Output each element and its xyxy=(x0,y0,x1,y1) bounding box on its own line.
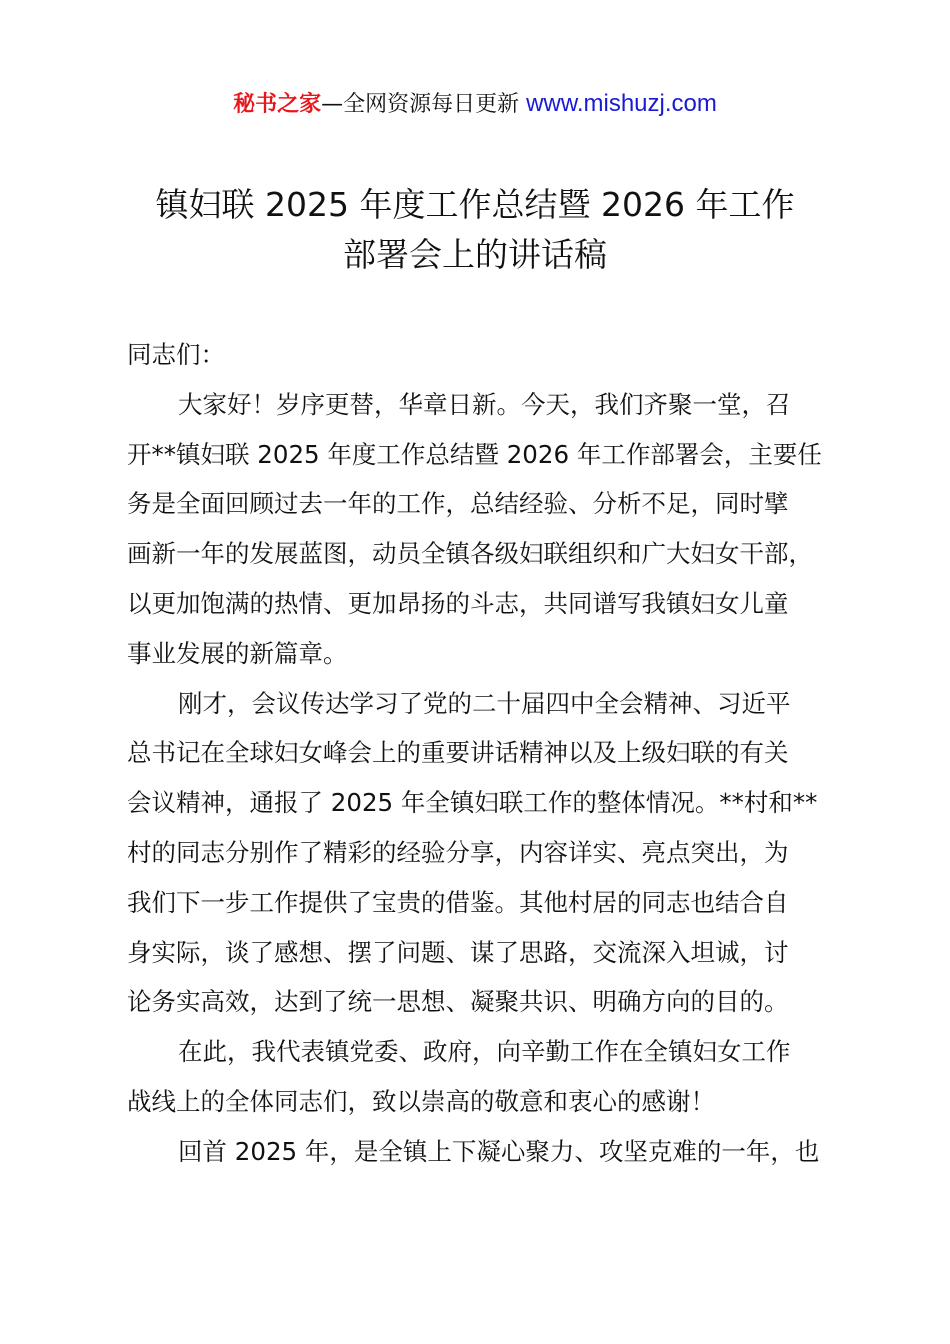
paragraph-line: 村的同志分别作了精彩的经验分享，内容详实、亮点突出，为 xyxy=(127,837,789,867)
salutation: 同志们： xyxy=(127,340,225,369)
paragraph xyxy=(127,1027,857,1127)
title-line-2: 部署会上的讲话稿 xyxy=(343,235,607,274)
paragraph xyxy=(127,380,857,679)
paragraph-line: 画新一年的发展蓝图，动员全镇各级妇联组织和广大妇女干部， xyxy=(127,539,813,569)
document-title xyxy=(0,180,950,280)
paragraph-line: 大家好！岁序更替，华章日新。今天，我们齐聚一堂，召 xyxy=(178,389,791,419)
paragraph-line: 总书记在全球妇女峰会上的重要讲话精神以及上级妇联的有关 xyxy=(127,738,789,768)
paragraph-line: 以更加饱满的热情、更加昂扬的斗志，共同谱写我镇妇女儿童 xyxy=(127,588,789,618)
paragraph-line: 在此，我代表镇党委、政府，向辛勤工作在全镇妇女工作 xyxy=(178,1037,791,1067)
paragraph-line: 战线上的全体同志们，致以崇高的敬意和衷心的感谢！ xyxy=(127,1086,715,1116)
site-url-link[interactable]: www.mishuzj.com xyxy=(526,90,717,117)
paragraph-line: 开**镇妇联 2025 年度工作总结暨 2026 年工作部署会，主要任 xyxy=(127,439,822,469)
paragraph-line: 我们下一步工作提供了宝贵的借鉴。其他村居的同志也结合自 xyxy=(127,887,789,917)
document-body xyxy=(127,330,857,1177)
paragraph-line: 身实际，谈了感想、摆了问题、谋了思路，交流深入坦诚，讨 xyxy=(127,937,789,967)
paragraph-line: 回首 2025 年，是全镇上下凝心聚力、攻坚克难的一年，也 xyxy=(178,1136,820,1166)
paragraph-line: 事业发展的新篇章。 xyxy=(127,638,348,668)
paragraph-line: 论务实高效，达到了统一思想、凝聚共识、明确方向的目的。 xyxy=(127,987,789,1017)
paragraph-line: 刚才，会议传达学习了党的二十届四中全会精神、习近平 xyxy=(178,688,791,718)
paragraph-line: 会议精神，通报了 2025 年全镇妇联工作的整体情况。**村和** xyxy=(127,788,818,818)
paragraph-line: 务是全面回顾过去一年的工作，总结经验、分析不足，同时擘 xyxy=(127,489,789,519)
header-tagline: —全网资源每日更新 xyxy=(321,92,527,117)
site-header xyxy=(0,88,950,121)
paragraph xyxy=(127,1127,857,1177)
paragraph xyxy=(127,679,857,1028)
brand-name: 秘书之家 xyxy=(233,92,322,117)
title-line-1: 镇妇联 2025 年度工作总结暨 2026 年工作 xyxy=(155,185,795,224)
